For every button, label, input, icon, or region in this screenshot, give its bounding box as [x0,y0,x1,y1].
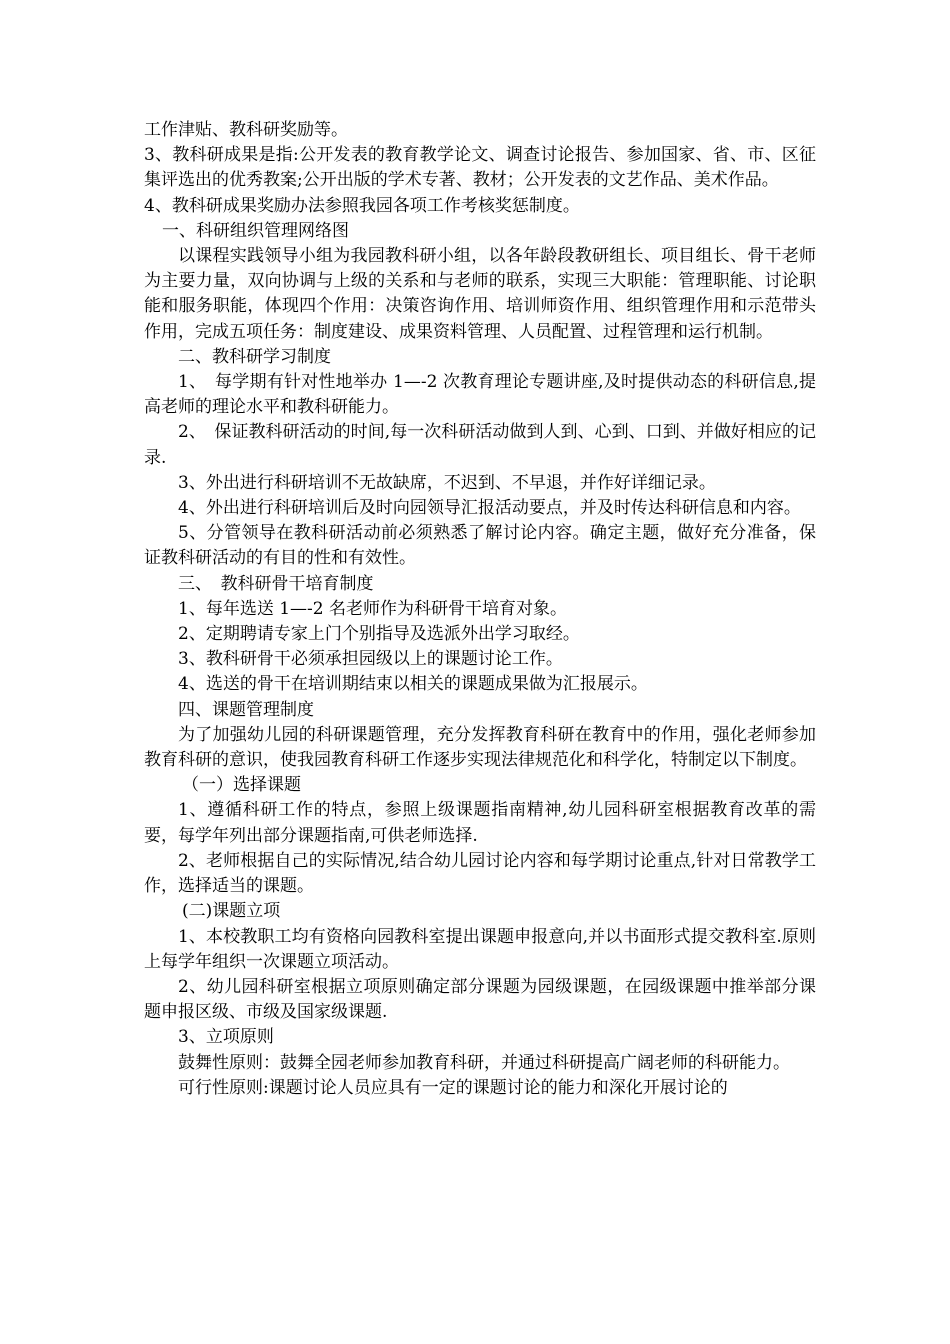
paragraph: 工作津贴、教科研奖励等。 [144,120,348,140]
list-item: 1、 每学期有针对性地举办 1—-2 次教育理论专题讲座,及时提供动态的科研信息,提高老师的理论水平和教科研能力。 [144,372,816,418]
list-item: 5、分管领导在教科研活动前必须熟悉了解讨论内容。确定主题，做好充分准备，保证教科研活动的有目的性和有效性。 [144,523,816,569]
list-item: 4、选送的骨干在培训期结束以相关的课题成果做为汇报展示。 [178,674,648,695]
subsection-heading: （一）选择课题 [182,775,301,796]
subsection-heading: (二)课题立项 [182,901,281,922]
list-item: 1、每年选送 1—-2 名老师作为科研骨干培育对象。 [178,598,567,619]
paragraph: 鼓舞性原则：鼓舞全园老师参加教育科研，并通过科研提高广阔老师的科研能力。 [178,1052,790,1073]
paragraph: 为了加强幼儿园的科研课题管理，充分发挥教育科研在教育中的作用，强化老师参加教育科研的意识，使我园教育科研工作逐步实现法律规范化和科学化，特制定以下制度。 [144,724,816,771]
document-page [144,118,816,1101]
paragraph: 4、教科研成果奖励办法参照我园各项工作考核奖惩制度。 [144,195,580,216]
list-item: 2、定期聘请专家上门个别指导及选派外出学习取经。 [178,624,580,645]
list-item: 3、外出进行科研培训不无故缺席，不迟到、不早退，并作好详细记录。 [178,472,716,493]
list-item: 1、遵循科研工作的特点，参照上级课题指南精神,幼儿园科研室根据教育改革的需要，每学年列出部分课题指南,可供老师选择. [144,800,816,846]
paragraph: 3、教科研成果是指:公开发表的教育教学论文、调查讨论报告、参加国家、省、市、区征集评选出的优秀教案;公开出版的学术专著、教材；公开发表的文艺作品、美术作品。 [144,145,816,191]
list-item: 2、老师根据自己的实际情况,结合幼儿园讨论内容和每学期讨论重点,针对日常教学工作，选择适当的课题。 [144,850,816,897]
list-item: 3、教科研骨干必须承担园级以上的课题讨论工作。 [178,649,563,670]
section-heading: 三、 教科研骨干培育制度 [178,573,374,594]
paragraph: 以课程实践领导小组为我园教科研小组，以各年龄段教研组长、项目组长、骨干老师为主要力量，双向协调与上级的关系和与老师的联系，实现三大职能：管理职能、讨论职能和服务职能，体现四个作用：决策咨询作用、培训师资作用、组织管理作用和示范带头作用，完成五项任务：制度建设、成果资料管理、人员配置、过程管理和运行机制。 [144,246,816,342]
section-heading: 二、教科研学习制度 [178,346,331,367]
list-item: 2、幼儿园科研室根据立项原则确定部分课题为园级课题，在园级课题中推举部分课题申报区级、市级及国家级课题. [144,976,816,1023]
list-item: 2、 保证教科研活动的时间,每一次科研活动做到人到、心到、口到、并做好相应的记录. [144,422,816,468]
section-heading: 四、课题管理制度 [178,699,314,720]
list-item: 3、立项原则 [178,1027,274,1048]
list-item: 1、本校教职工均有资格向园教科室提出课题申报意向,并以书面形式提交教科室.原则上每学年组织一次课题立项活动。 [144,926,816,972]
section-heading: 一、科研组织管理网络图 [162,220,349,241]
paragraph: 可行性原则:课题讨论人员应具有一定的课题讨论的能力和深化开展讨论的 [178,1077,728,1098]
list-item: 4、外出进行科研培训后及时向园领导汇报活动要点，并及时传达科研信息和内容。 [178,498,801,519]
